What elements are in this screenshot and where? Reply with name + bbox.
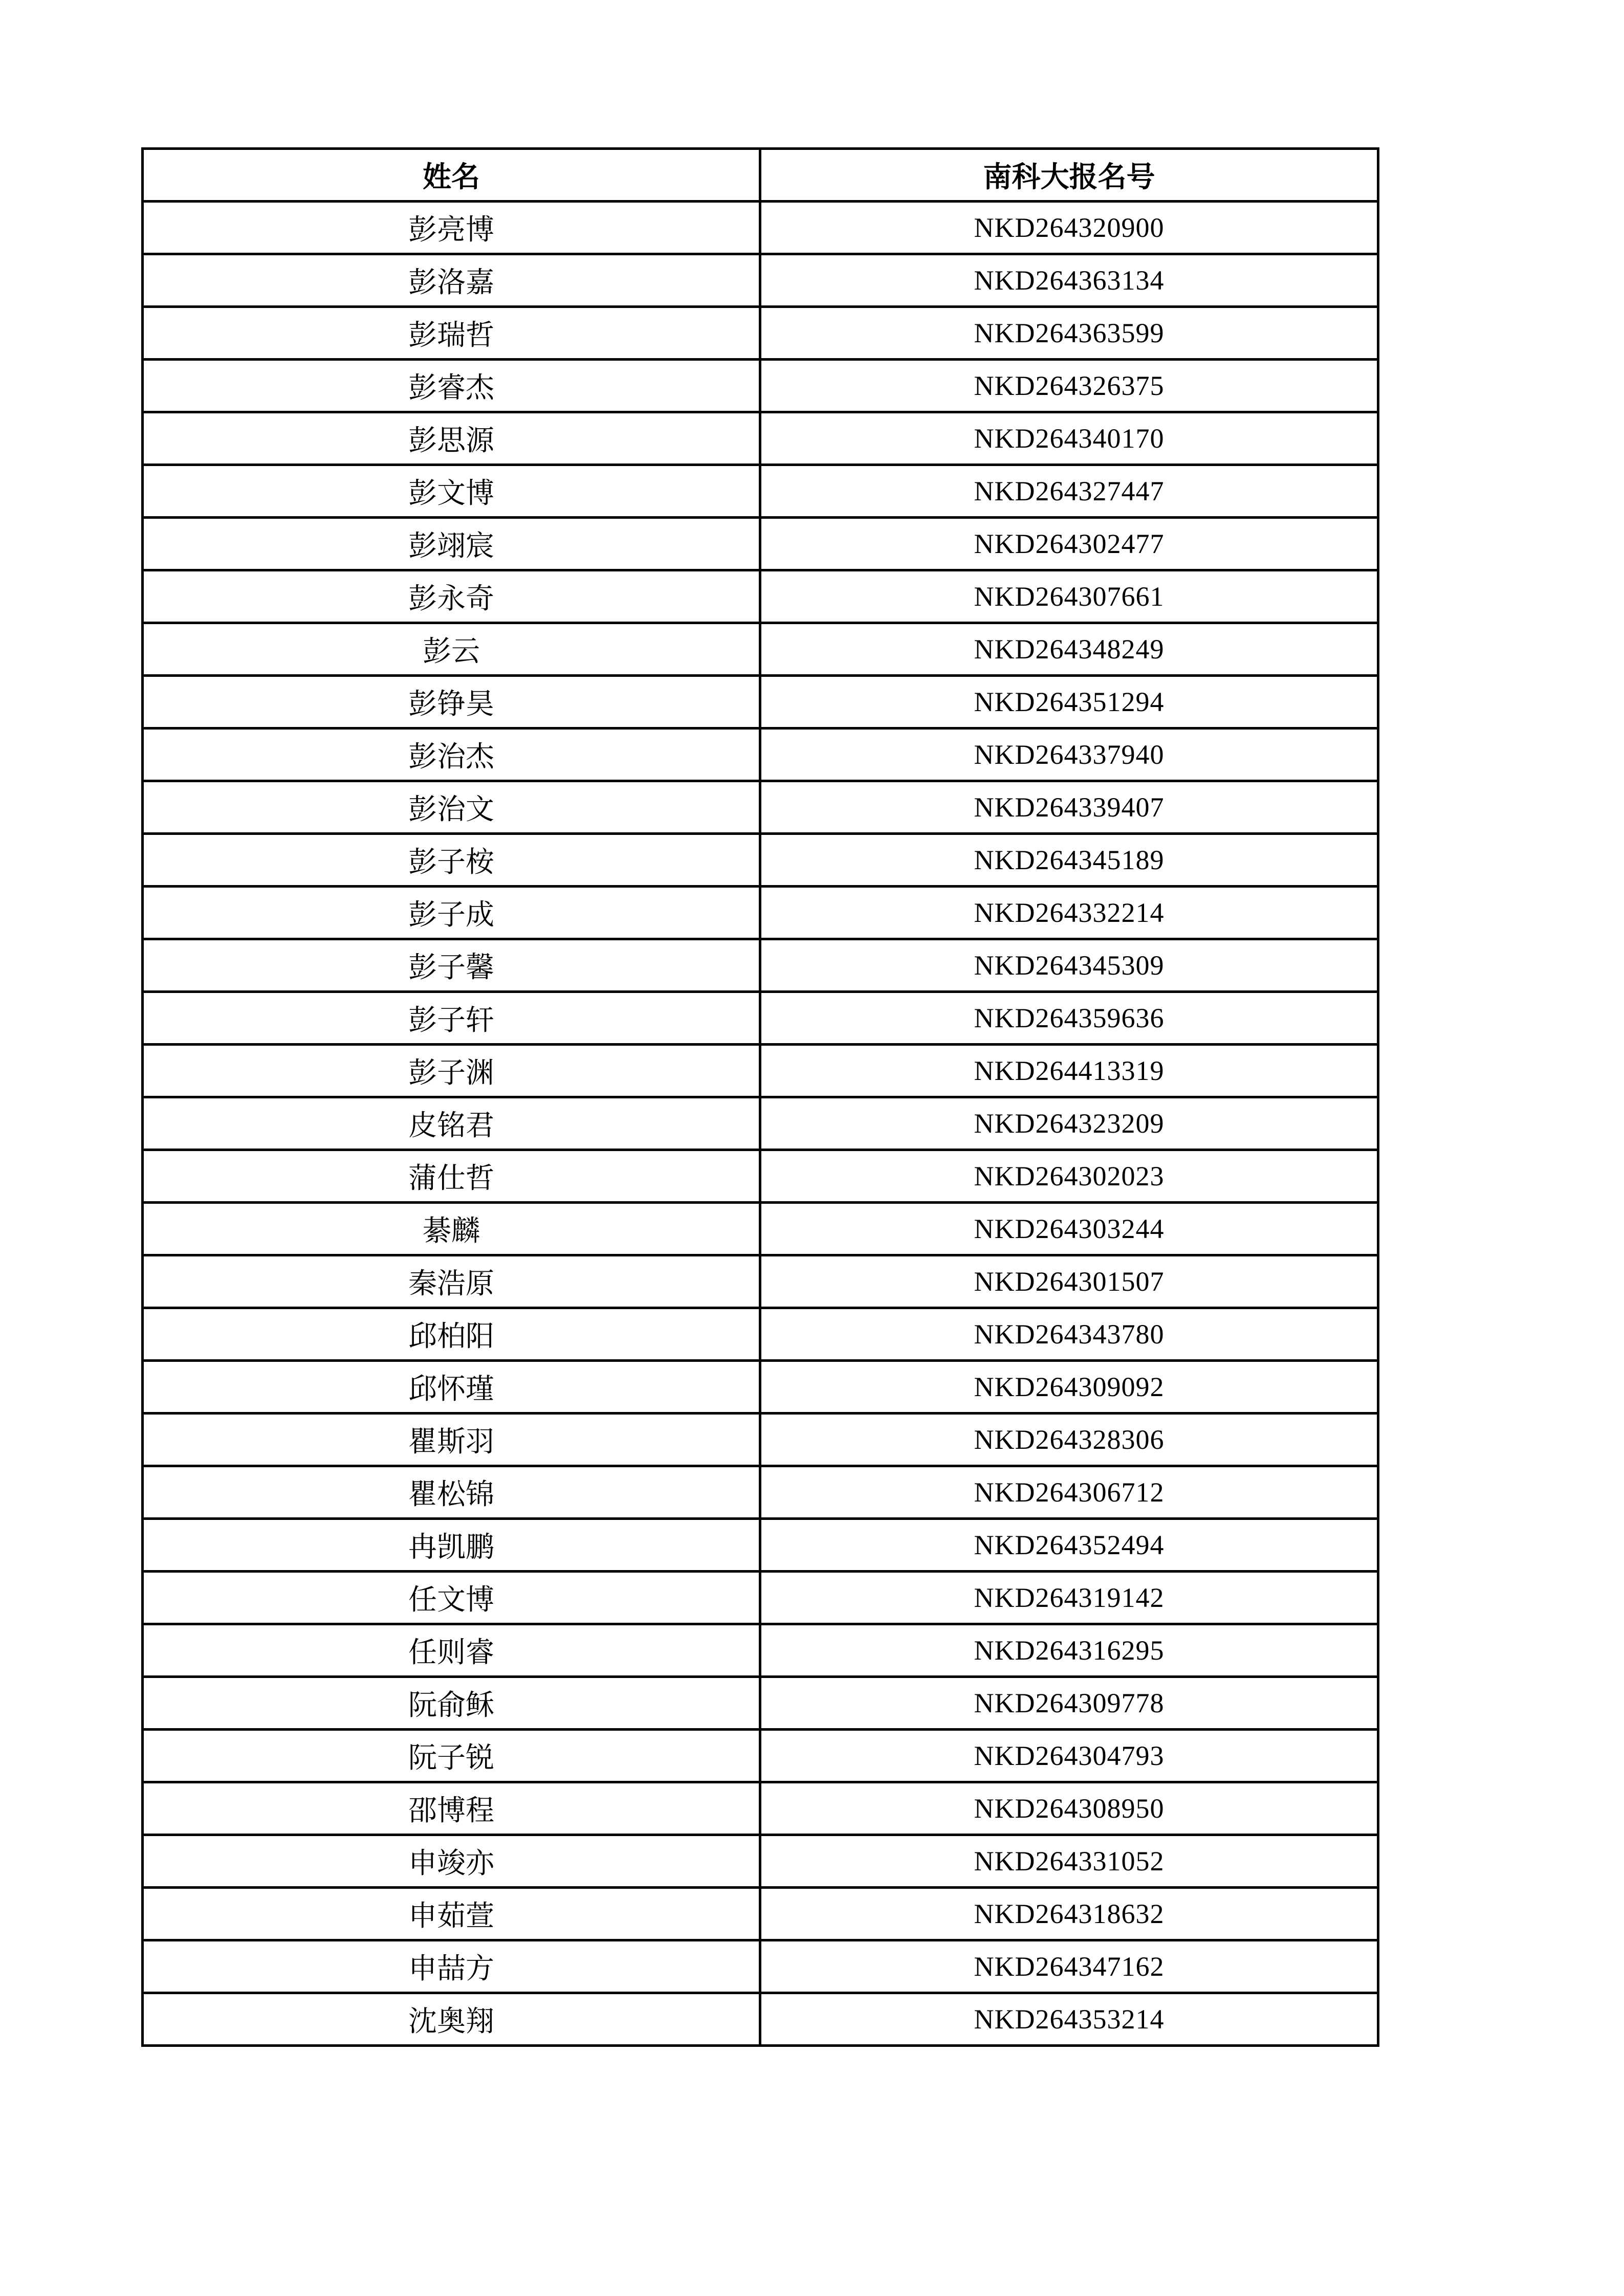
cell-name: 彭洛嘉: [143, 254, 760, 307]
cell-name: 申茹萱: [143, 1888, 760, 1940]
table-row: [143, 570, 1378, 623]
cell-application-number: NKD264331052: [760, 1835, 1378, 1888]
cell-name: 彭睿杰: [143, 360, 760, 412]
cell-name: 彭子渊: [143, 1045, 760, 1097]
table-row: [143, 1993, 1378, 2046]
cell-name: 彭云: [143, 623, 760, 676]
cell-name: 彭铮昊: [143, 676, 760, 728]
cell-application-number: NKD264327447: [760, 465, 1378, 518]
table-row: [143, 834, 1378, 887]
table-row: [143, 1835, 1378, 1888]
cell-name: 彭亮博: [143, 202, 760, 254]
table-row: [143, 1308, 1378, 1361]
table-row: [143, 254, 1378, 307]
cell-application-number: NKD264316295: [760, 1624, 1378, 1677]
column-header-application-number: 南科大报名号: [760, 149, 1378, 202]
cell-application-number: NKD264319142: [760, 1572, 1378, 1624]
table-row: [143, 465, 1378, 518]
table-row: [143, 1466, 1378, 1519]
cell-application-number: NKD264326375: [760, 360, 1378, 412]
cell-application-number: NKD264343780: [760, 1308, 1378, 1361]
cell-name: 彭翊宸: [143, 518, 760, 570]
table-body: [143, 202, 1378, 2046]
cell-name: 冉凯鹏: [143, 1519, 760, 1572]
table-row: [143, 1572, 1378, 1624]
table-row: [143, 781, 1378, 834]
table-row: [143, 623, 1378, 676]
cell-name: 申喆方: [143, 1940, 760, 1993]
cell-name: 任则睿: [143, 1624, 760, 1677]
cell-name: 彭思源: [143, 412, 760, 465]
table-row: [143, 887, 1378, 939]
cell-name: 彭子馨: [143, 939, 760, 992]
cell-name: 皮铭君: [143, 1097, 760, 1150]
table-row: [143, 412, 1378, 465]
cell-application-number: NKD264309092: [760, 1361, 1378, 1414]
column-header-name: 姓名: [143, 149, 760, 202]
table-row: [143, 1730, 1378, 1782]
table-row: [143, 1361, 1378, 1414]
table-row: [143, 1255, 1378, 1308]
cell-name: 彭子轩: [143, 992, 760, 1045]
cell-name: 彭子桉: [143, 834, 760, 887]
cell-application-number: NKD264302477: [760, 518, 1378, 570]
cell-application-number: NKD264332214: [760, 887, 1378, 939]
cell-name: 邱怀瑾: [143, 1361, 760, 1414]
cell-application-number: NKD264345189: [760, 834, 1378, 887]
table-row: [143, 360, 1378, 412]
cell-application-number: NKD264320900: [760, 202, 1378, 254]
cell-name: 邱柏阳: [143, 1308, 760, 1361]
cell-application-number: NKD264353214: [760, 1993, 1378, 2046]
cell-application-number: NKD264363599: [760, 307, 1378, 360]
cell-name: 彭治文: [143, 781, 760, 834]
cell-application-number: NKD264348249: [760, 623, 1378, 676]
cell-name: 秦浩原: [143, 1255, 760, 1308]
table-row: [143, 518, 1378, 570]
table-row: [143, 202, 1378, 254]
cell-name: 彭文博: [143, 465, 760, 518]
cell-application-number: NKD264308950: [760, 1782, 1378, 1835]
cell-application-number: NKD264328306: [760, 1414, 1378, 1466]
table-row: [143, 307, 1378, 360]
cell-name: 彭治杰: [143, 728, 760, 781]
cell-application-number: NKD264304793: [760, 1730, 1378, 1782]
applicant-table: [141, 147, 1379, 2047]
cell-application-number: NKD264340170: [760, 412, 1378, 465]
cell-application-number: NKD264303244: [760, 1203, 1378, 1255]
table-row: [143, 1888, 1378, 1940]
cell-application-number: NKD264301507: [760, 1255, 1378, 1308]
table-row: [143, 1677, 1378, 1730]
table-row: [143, 1940, 1378, 1993]
cell-application-number: NKD264363134: [760, 254, 1378, 307]
cell-name: 阮子锐: [143, 1730, 760, 1782]
table-row: [143, 992, 1378, 1045]
cell-application-number: NKD264413319: [760, 1045, 1378, 1097]
cell-application-number: NKD264347162: [760, 1940, 1378, 1993]
cell-name: 彭永奇: [143, 570, 760, 623]
table-row: [143, 1782, 1378, 1835]
cell-application-number: NKD264307661: [760, 570, 1378, 623]
table-row: [143, 1203, 1378, 1255]
cell-name: 沈奥翔: [143, 1993, 760, 2046]
cell-name: 邵博程: [143, 1782, 760, 1835]
header-row: [143, 149, 1378, 202]
cell-application-number: NKD264309778: [760, 1677, 1378, 1730]
cell-application-number: NKD264337940: [760, 728, 1378, 781]
cell-application-number: NKD264345309: [760, 939, 1378, 992]
cell-application-number: NKD264306712: [760, 1466, 1378, 1519]
cell-application-number: NKD264302023: [760, 1150, 1378, 1203]
cell-name: 彭子成: [143, 887, 760, 939]
cell-application-number: NKD264352494: [760, 1519, 1378, 1572]
table-row: [143, 1414, 1378, 1466]
cell-application-number: NKD264339407: [760, 781, 1378, 834]
cell-name: 任文博: [143, 1572, 760, 1624]
cell-name: 申竣亦: [143, 1835, 760, 1888]
table-row: [143, 728, 1378, 781]
table-row: [143, 676, 1378, 728]
cell-application-number: NKD264351294: [760, 676, 1378, 728]
table-row: [143, 1097, 1378, 1150]
cell-name: 蒲仕哲: [143, 1150, 760, 1203]
table-row: [143, 1150, 1378, 1203]
cell-name: 瞿斯羽: [143, 1414, 760, 1466]
cell-name: 綦麟: [143, 1203, 760, 1255]
cell-name: 彭瑞哲: [143, 307, 760, 360]
cell-application-number: NKD264359636: [760, 992, 1378, 1045]
cell-application-number: NKD264318632: [760, 1888, 1378, 1940]
table-row: [143, 1045, 1378, 1097]
cell-application-number: NKD264323209: [760, 1097, 1378, 1150]
table-row: [143, 939, 1378, 992]
table-row: [143, 1519, 1378, 1572]
cell-name: 阮俞稣: [143, 1677, 760, 1730]
cell-name: 瞿松锦: [143, 1466, 760, 1519]
table-row: [143, 1624, 1378, 1677]
